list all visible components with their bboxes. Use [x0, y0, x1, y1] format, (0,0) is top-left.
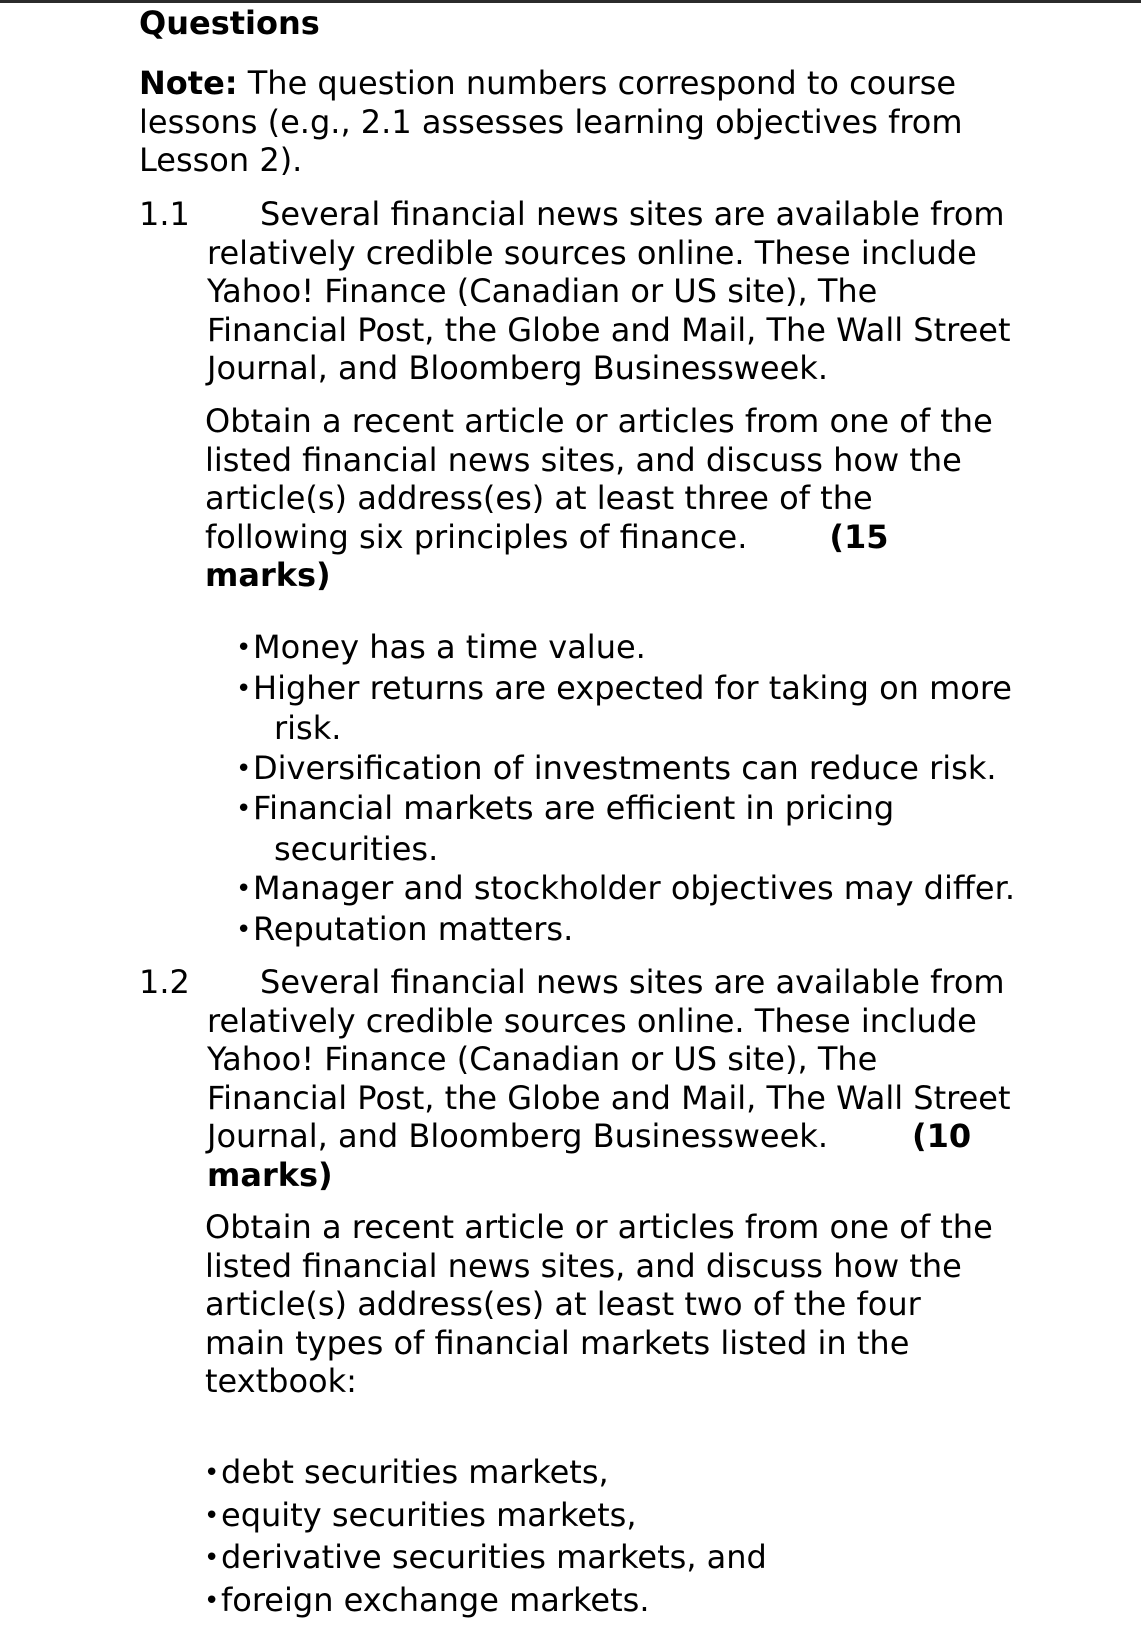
list-item: •Diversification of investments can reduce risk.	[236, 749, 1015, 790]
note-line-3: Lesson 2).	[139, 141, 303, 179]
note-line-2: lessons (e.g., 2.1 assesses learning objectives from	[139, 102, 963, 141]
question-1-2-line-1: Several financial news sites are available from	[260, 963, 1005, 1001]
question-1-1-line-3: Yahoo! Finance (Canadian or US site), The	[207, 272, 878, 310]
bullet-icon: •	[204, 1543, 220, 1573]
bullet-icon: •	[204, 1458, 220, 1488]
list-item: •Reputation matters.	[236, 910, 1015, 951]
task-1-2-line-2: listed financial news sites, and discuss how the	[205, 1246, 962, 1285]
task-1-2-line-3: article(s) address(es) at least two of the four	[205, 1285, 921, 1323]
principles-list	[236, 628, 1015, 950]
bullet-icon: •	[236, 914, 252, 945]
question-1-1-line-5: Journal, and Bloomberg Businessweek.	[207, 349, 828, 387]
list-item: •equity securities markets,	[204, 1495, 767, 1538]
question-1-2-marks: (10	[912, 1117, 972, 1155]
list-item: •Financial markets are efficient in pricing securities.	[236, 789, 895, 868]
question-1-2-line-2: relatively credible sources online. These include	[207, 1001, 977, 1040]
task-1-1-line-4: following six principles of finance.	[205, 517, 748, 556]
list-item: •Manager and stockholder objectives may differ.	[236, 869, 1015, 910]
bullet-icon: •	[236, 633, 252, 663]
bullet-icon: •	[236, 874, 252, 904]
question-1-1-task	[205, 402, 993, 595]
task-1-2-line-4: main types of financial markets listed in the	[205, 1323, 910, 1362]
list-item: •foreign exchange markets.	[204, 1580, 767, 1623]
question-1-2-number: 1.2	[139, 963, 190, 1001]
question-1-2-line-5: Journal, and Bloomberg Businessweek.	[207, 1117, 828, 1155]
question-1-1-line-4: Financial Post, the Globe and Mail, The Wall Street	[207, 310, 1011, 349]
question-1-1-marks-suffix: marks)	[205, 556, 331, 594]
markets-list	[204, 1452, 767, 1622]
bullet-icon: •	[236, 673, 252, 704]
page-title: Questions	[139, 4, 320, 42]
list-item: •Higher returns are expected for taking on more risk.	[236, 668, 1012, 747]
question-1-1-marks: (15	[829, 517, 889, 556]
question-1-2-marks-suffix: marks)	[207, 1155, 333, 1194]
task-1-2-line-5: textbook:	[205, 1362, 357, 1400]
question-1-2-task	[205, 1208, 993, 1401]
question-1-2-body	[207, 1002, 1011, 1195]
list-item: •derivative securities markets, and	[204, 1537, 767, 1580]
question-1-1-line-2: relatively credible sources online. These include	[207, 233, 977, 272]
task-1-1-line-2: listed financial news sites, and discuss how the	[205, 440, 962, 479]
note-paragraph	[139, 64, 963, 180]
note-line-1: The question numbers correspond to course	[237, 64, 957, 102]
list-item: •debt securities markets,	[204, 1452, 767, 1495]
note-label: Note:	[139, 64, 238, 102]
question-1-1-body	[207, 234, 1011, 388]
question-1-2-line-3: Yahoo! Finance (Canadian or US site), The	[207, 1040, 878, 1078]
task-1-1-line-1: Obtain a recent article or articles from one of the	[205, 402, 993, 440]
task-1-2-line-1: Obtain a recent article or articles from one of the	[205, 1208, 993, 1246]
bullet-icon: •	[236, 753, 252, 784]
question-1-1-line-1: Several financial news sites are available from	[260, 195, 1005, 233]
list-item: •Money has a time value.	[236, 628, 1015, 669]
task-1-1-line-3: article(s) address(es) at least three of the	[205, 479, 873, 517]
bullet-icon: •	[236, 794, 252, 824]
question-1-2-line-4: Financial Post, the Globe and Mail, The Wall Street	[207, 1078, 1011, 1117]
bullet-icon: •	[204, 1585, 220, 1616]
bullet-icon: •	[204, 1500, 220, 1531]
question-1-1-number: 1.1	[139, 195, 190, 233]
